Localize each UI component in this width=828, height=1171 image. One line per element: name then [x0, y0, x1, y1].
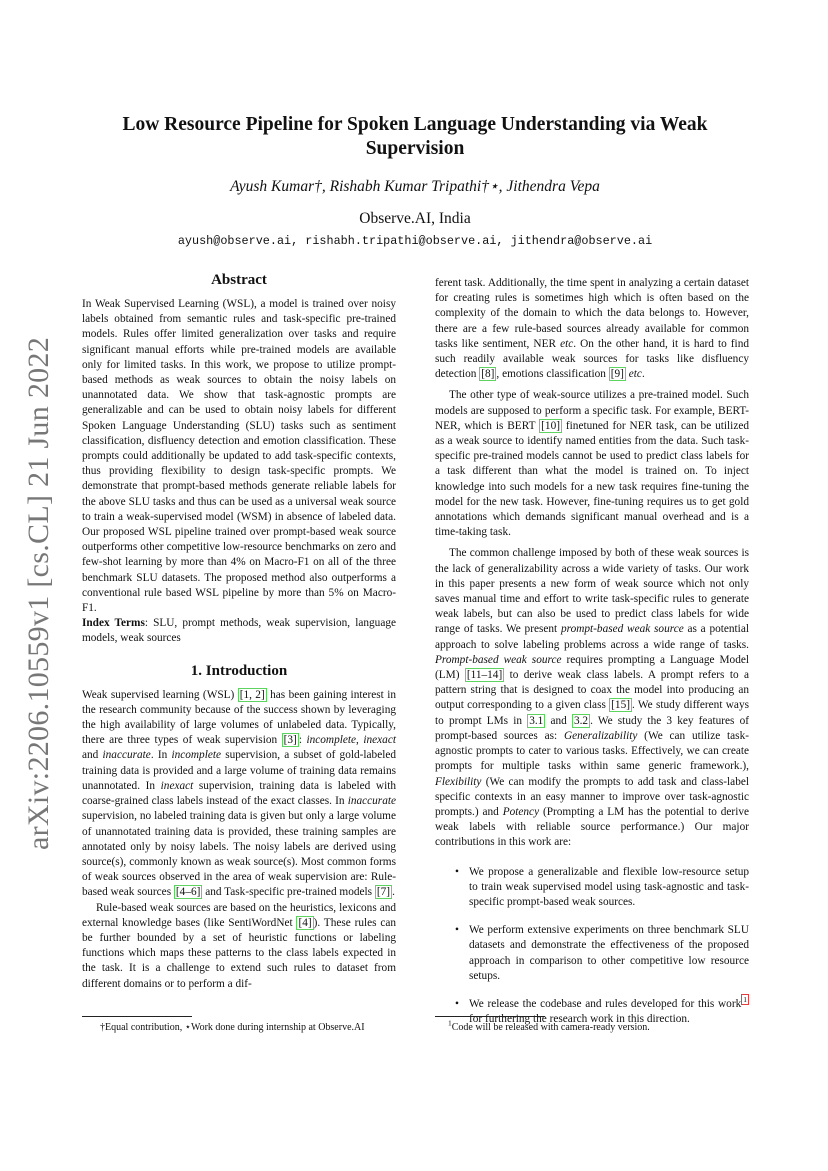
contribution-item: • We propose a generalizable and flexible low-resource setup to train weak supervised model using task-agnostic and task-specific prompt-based weak sources. [457, 865, 749, 911]
text-run: supervision, a subset of gold-labeled training data is provided and a large volume of training data remains unannotated. In [82, 749, 397, 792]
text-run: The common challenge imposed by both of these weak sources is the lack of generalizability across a wide variety of tasks. Our work in this paper presents a new form of weak source which not only saves manual time and effort to write task-specific rules to generate weak labels, but can also be used to predict class labels for wide range of tasks. We present [435, 547, 749, 636]
citation-link[interactable]: [3] [283, 734, 297, 747]
citation-link[interactable]: [11–14] [466, 669, 503, 682]
text-run: . [392, 886, 395, 899]
abstract-text: In Weak Supervised Learning (WSL), a model is trained over noisy labels obtained from semantic rules and task-specific pre-trained models. Rules offer limited generalization over tasks and require significant manual efforts while pre-trained models are available only for limited tasks. In this work, we propose to utilize prompt-based methods as weak sources to obtain the noisy labels on unannotated data. We show that task-agnostic prompts are generalizable and can be used to obtain noisy labels for different Spoken Language Understanding (SLU) tasks such as sentiment classification, disfluency detection and emotion classification. These prompts could additionally be updated to add task-specific contexts, thus providing flexibility to design task-specific prompts. We demonstrate that prompt-based methods generate reliable labels for the above SLU tasks and thus can be used as a universal weak source to train a weak-supervised model (WSM) in absence of labeled data. Our proposed WSL pipeline trained over prompt-based weak source outperforms other competitive low-resource benchmarks on zero and few-shot learning by more than 4% on Macro-F1 on all of the three benchmark SLU datasets. The proposed method also outperforms a conventional rule based WSL pipeline by more than 5% on Macro-F1. [82, 298, 396, 615]
emphasis: Potency [502, 805, 540, 818]
emphasis: inexact [160, 779, 194, 792]
left-column [82, 270, 396, 992]
citation-link[interactable]: [1, 2] [239, 688, 265, 701]
text-run: and [82, 749, 103, 762]
text-run: (We can modify the prompts to add task and class-label specific contexts in an easy manner to improve over task-agnostic prompts.) and [435, 775, 749, 818]
emphasis: inaccurate [347, 795, 396, 808]
text-run: We release the codebase and rules developed for this work [469, 997, 742, 1010]
text-run: Rule-based weak sources are based on the heuristics, lexicons and external knowledge bases (like SentiWordNet [82, 901, 396, 929]
index-terms [82, 616, 396, 646]
text-run: and Task-specific pre-trained models [202, 886, 375, 899]
section-heading-introduction: 1. Introduction [190, 662, 288, 679]
footnote-text: Code will be released with camera-ready version. [451, 1022, 650, 1033]
text-run: , [356, 734, 364, 747]
right-paragraph-1 [435, 276, 749, 382]
emphasis: Generalizability [563, 729, 638, 742]
emphasis: prompt-based weak source [560, 623, 684, 636]
intro-paragraph-1 [82, 688, 396, 901]
text-run: . We study different ways to prompt LMs in [435, 699, 749, 727]
text-run: . [641, 368, 645, 381]
emphasis: etc [628, 368, 642, 381]
citation-link[interactable]: [8] [481, 368, 495, 381]
index-terms-text: : SLU, prompt methods, weak supervision, language models, weak sources [82, 617, 397, 645]
text-run: The other type of weak-source utilizes a pre-trained model. Such models are supposed to perform a specific task. For example, BERT-NER, which is BERT [435, 389, 749, 432]
emphasis: Flexibility [435, 775, 482, 788]
text-run: supervision, training data is labeled with coarse-grained class labels instead of the exact classes. In [82, 779, 397, 808]
emphasis: inexact [363, 734, 396, 747]
emphasis: incomplete [171, 749, 222, 762]
text-run: , emotions classification [496, 368, 609, 381]
index-terms-label: Index Terms [82, 617, 145, 630]
section-ref-link[interactable]: 3.2 [573, 714, 589, 727]
footnote-rule-right [435, 1016, 545, 1017]
paper-authors: Ayush Kumar†, Rishabh Kumar Tripathi†⋆, Jithendra Vepa [230, 178, 600, 195]
text-run: for furthering the research work in this direction. [469, 1013, 690, 1026]
citation-link[interactable]: [4] [298, 916, 312, 929]
text-run: . We study the 3 key features of prompt-based sources as: [435, 714, 749, 742]
right-paragraph-3 [435, 546, 749, 850]
text-run: ferent task. Additionally, the time spent in analyzing a certain dataset for creating rules is sometimes high which is often based on the complexity of the domain to which the data belongs to. However, there are a few rule-based sources already available for common tasks like sentiment, NER [435, 277, 749, 350]
text-run: : [298, 734, 307, 747]
emphasis: inaccurate [102, 749, 151, 762]
intro-paragraph-2 [82, 901, 396, 992]
paper-title: Low Resource Pipeline for Spoken Language Understanding via Weak Supervision [122, 114, 708, 159]
arxiv-identifier: arXiv:2206.10559v1 [cs.CL] 21 Jun 2022 [22, 336, 55, 850]
text-run: Weak supervised learning (WSL) [82, 688, 238, 701]
text-run: . On the other hand, it is hard to find such readily available weak sources for tasks like disfluency detection [435, 337, 749, 381]
text-run: and [545, 714, 572, 727]
paper-affiliation: Observe.AI, India [359, 210, 471, 227]
abstract-heading: Abstract [211, 272, 267, 288]
citation-link[interactable]: [10] [541, 419, 560, 432]
text-run: to derive weak class labels. A prompt refers to a pattern string that is designed to coax the model into producing an output corresponding to a given class [435, 669, 750, 712]
citation-link[interactable]: [4–6] [175, 886, 201, 899]
text-run: supervision, no labeled training data is given but only a large volume of unannotated training data is provided, these training samples are annotated only by noisy labels. The noisy labels are derived using source(s), commonly known as weak source(s). Most common forms of weak sources observed in the area of weak supervision are: Rule-based weak sources [82, 810, 396, 899]
text-run: finetuned for NER task, can be utilized as a weak source to identify named entities from the data. Such task-specific pre-trained models cannot be used to predict class labels for a task different than what the model is trained on. To inject knowledge into such models for a new task requires fine-tuning the model for the new task. However, fine-tuning requires us to get gold annotations which demands significant manual overhead and is a time-taking task. [435, 419, 749, 539]
contribution-item: • We perform extensive experiments on three benchmark SLU datasets and demonstrate the effectiveness of the proposed approach in comparison to other competitive low resource setups. [457, 923, 749, 984]
emphasis: incomplete [306, 734, 357, 747]
text-run: (We can utilize task-agnostic prompts to cater to various tasks. Effectively, we can create prompts for multiple tasks within same generic framework.), [435, 729, 749, 773]
section-ref-link[interactable]: 3.1 [529, 714, 544, 727]
text-run: . In [150, 749, 172, 762]
text-run: ). These rules can be further bounded by a set of heuristic functions or labeling functions which maps these patterns to the class labels expected in the task. It is a challenge to extend such rules to dataset from different domains or to perform a dif- [82, 916, 396, 990]
text-run: as a potential approach to solve labeling problems across a wide range of tasks. [435, 623, 749, 651]
right-paragraph-2 [435, 388, 749, 540]
footnote-left: †Equal contribution, ⋆Work done during internship at Observe.AI [100, 1022, 365, 1033]
contributions-list [435, 865, 749, 1028]
citation-link[interactable]: [7] [376, 886, 391, 899]
paper-emails: ayush@observe.ai, rishabh.tripathi@observe.ai, jithendra@observe.ai [177, 234, 653, 248]
emphasis: Prompt-based weak source [435, 653, 562, 666]
citation-link[interactable]: [15] [611, 699, 630, 712]
footnote-link[interactable]: 1 [743, 995, 747, 1005]
right-column [435, 276, 749, 1040]
footnote-mark: 1 [448, 1018, 452, 1028]
text-run: (Prompting a LM has the potential to derive weak labels with reliable source performance.) Our major contributions in this work are: [435, 805, 750, 849]
text-run: has been gaining interest in the research community because of the success shown by leveraging the high availability of large volumes of unlabeled data. Typically, there are three types of weak supervision [82, 688, 396, 747]
footnote-rule-left [82, 1016, 192, 1017]
emphasis: etc [560, 337, 574, 350]
citation-link[interactable]: [9] [610, 368, 624, 381]
text-run: requires prompting a Language Model (LM) [435, 653, 749, 682]
